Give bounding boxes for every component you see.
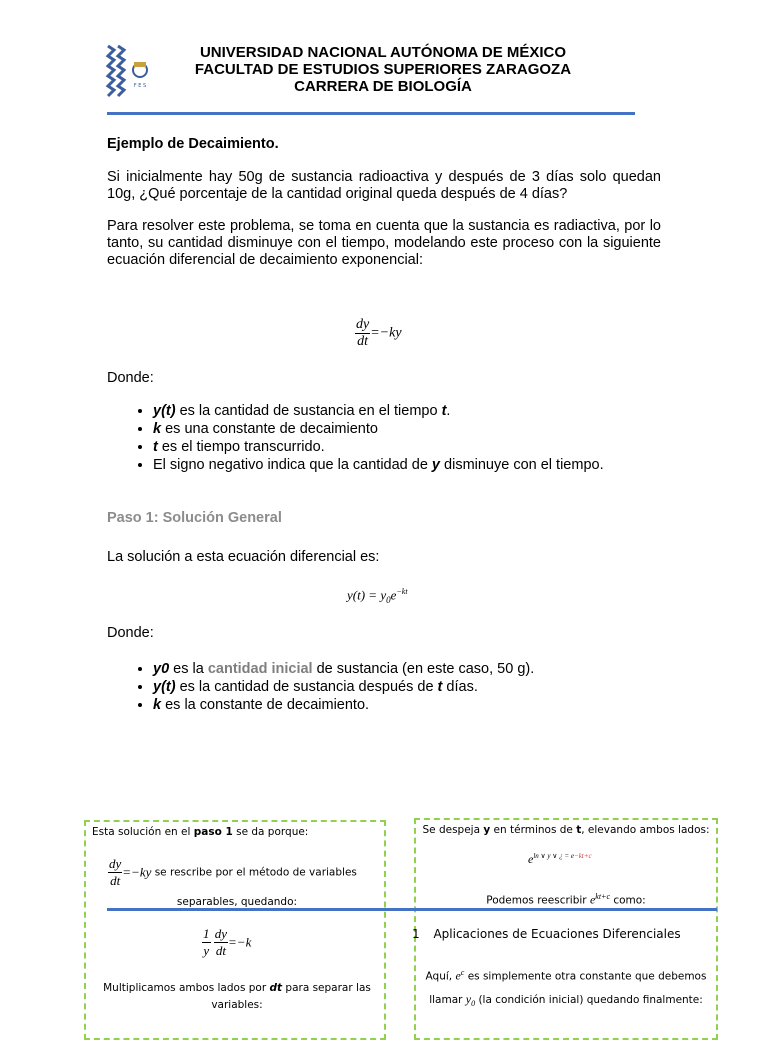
- list-item: • k es una constante de decaimiento: [153, 420, 667, 438]
- footer-divider: [107, 908, 717, 911]
- box-right-constant: Aquí, $e^c$ es simplemente otra constante que debemos llamar $y_0$ (la condición inicial) quedando finalmente:: [425, 968, 707, 1008]
- footer-title: Aplicaciones de Ecuaciones Diferenciales: [433, 927, 681, 941]
- box-left-multiply: Multiplicamos ambos lados por dt para separar las variables:: [103, 982, 371, 1011]
- footer: [412, 927, 681, 941]
- list-item: • y0 es la cantidad inicial de sustancia (en este caso, 50 g).: [153, 660, 687, 678]
- header-divider: [107, 112, 635, 115]
- header-university: UNIVERSIDAD NACIONAL AUTÓNOMA DE MÉXICO: [199, 44, 567, 61]
- decay-equation: $\frac{dy}{dt}$ =−ky: [356, 317, 402, 349]
- variable-list-1: [107, 402, 667, 474]
- university-logo: [104, 42, 152, 98]
- solution-intro: La solución a esta ecuación diferencial es:: [107, 549, 380, 565]
- list-item: • t es el tiempo transcurrido.: [153, 438, 667, 456]
- box-left-equation-2: $\frac{1}{y}$ $\frac{dy}{dt}$ =−k: [203, 926, 252, 958]
- box-left-equation: $\frac{dy}{dt}$ =−ky se rescribe por el método de variables: [109, 856, 357, 888]
- general-solution-equation: $y(t) = y_0e^{-kt}$: [347, 587, 408, 605]
- list-item: • y(t) es la cantidad de sustancia después de t días.: [153, 678, 687, 696]
- page-number: 1: [412, 927, 420, 941]
- box-left-intro: Esta solución en el paso 1 se da porque:: [92, 826, 309, 838]
- box-right-rewrite: Podemos reescribir $e^{kt+c}$ como:: [486, 892, 646, 907]
- list-item: • y(t) es la cantidad de sustancia en el tiempo t.: [153, 402, 667, 420]
- list-item: • El signo negativo indica que la cantidad de y disminuye con el tiempo.: [153, 456, 667, 474]
- svg-text:F E S: F E S: [133, 83, 147, 89]
- donde-label-1: Donde:: [107, 370, 154, 386]
- box-left-separable: separables, quedando:: [176, 896, 298, 908]
- step1-heading: Paso 1: Solución General: [107, 510, 282, 526]
- document-header: [150, 44, 616, 95]
- problem-statement: Si inicialmente hay 50g de sustancia radioactiva y después de 3 días solo quedan 10g, ¿Qué porcentaje de la cantidad original queda después de 4 días?: [107, 169, 661, 202]
- example-title: Ejemplo de Decaimiento.: [107, 136, 279, 152]
- intro-paragraph: Para resolver este problema, se toma en cuenta que la sustancia es radiactiva, por lo tanto, su cantidad disminuye con el tiempo, modelando este proceso con la siguiente ecuación diferencial de decaimiento exponencial:: [107, 218, 661, 268]
- header-career: CARRERA DE BIOLOGÍA: [294, 78, 472, 95]
- box-right-intro: Se despeja y en términos de t, elevando ambos lados:: [422, 824, 710, 836]
- list-item: • k es la constante de decaimiento.: [153, 696, 687, 714]
- donde-label-2: Donde:: [107, 625, 154, 641]
- header-faculty: FACULTAD DE ESTUDIOS SUPERIORES ZARAGOZA: [194, 61, 572, 78]
- variable-list-2: [107, 660, 687, 714]
- box-right-equation: $e^{ln \vee y \vee ¿ = e-kt+c}$: [528, 852, 592, 866]
